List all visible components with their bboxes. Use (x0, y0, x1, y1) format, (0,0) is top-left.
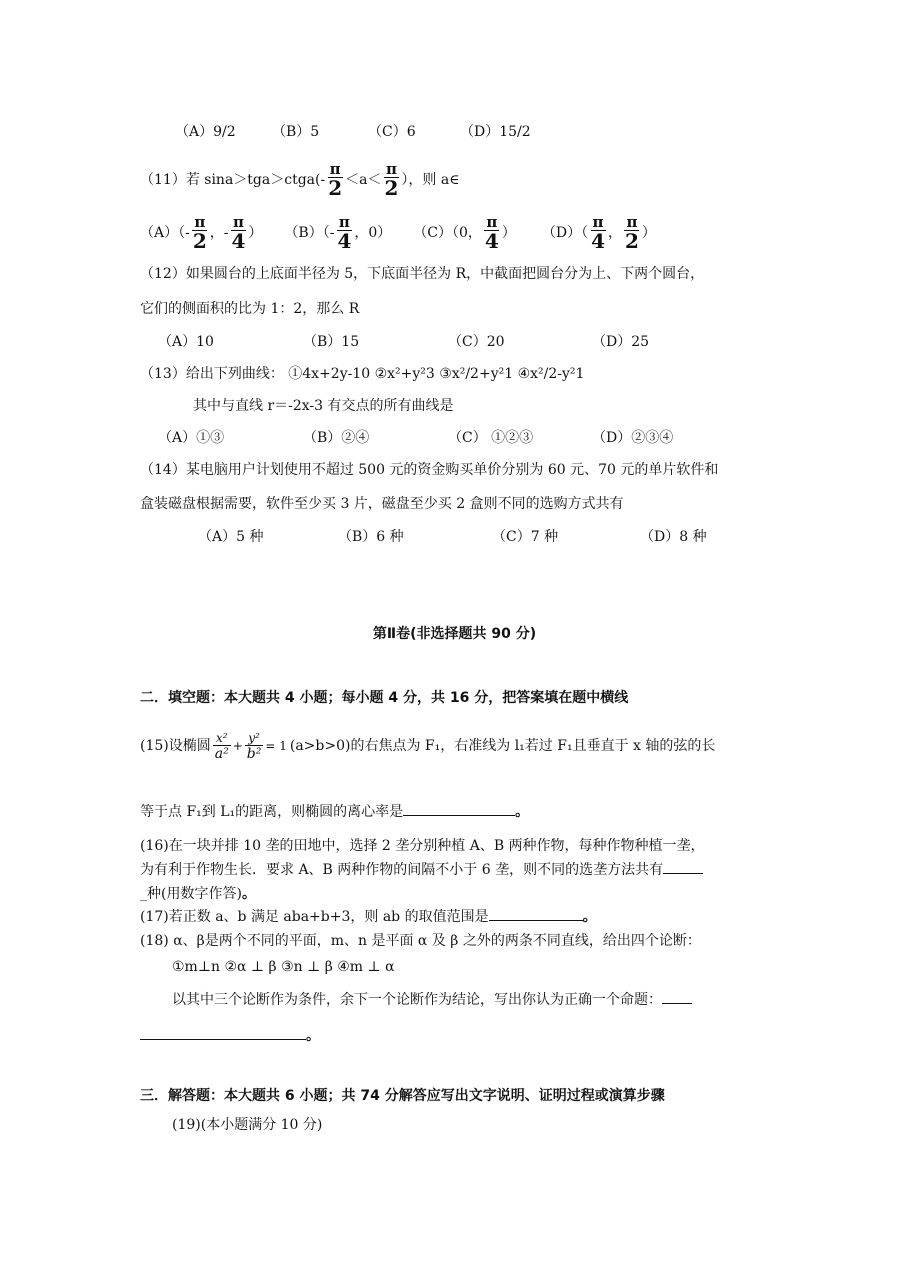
q16-line1: (16)在一块并排 10 垄的田地中，选择 2 垄分别种植 A、B 两种作物，每种作物种植一垄， (140, 838, 705, 854)
q18-period: 。 (306, 1028, 320, 1044)
q11-option-a-comma: ，- (209, 225, 229, 241)
q11-option-c-tail: ） (501, 225, 516, 241)
q13-line2: 其中与直线 r＝-2x-3 有交点的所有曲线是 (193, 398, 454, 414)
q17-period: 。 (582, 909, 597, 925)
q11-option-a-frac2: $\frac{\pi}{4}$ (231, 213, 246, 253)
q16-line2-text: 为有利于作物生长．要求 A、B 两种作物的间隔不小于 6 垄，则不同的选垄方法共有 (140, 862, 664, 878)
q16-answer-blank[interactable] (663, 873, 703, 874)
q12-line1: （12）如果圆台的上底面半径为 5，下底面半径为 R，中截面把圆台分为上、下两个圆台， (140, 266, 705, 282)
q11-option-b-frac: $\frac{\pi}{4}$ (337, 213, 352, 253)
q11-option-b-label: （B）（- (284, 225, 335, 241)
section2-header: 二．填空题：本大题共 4 小题；每小题 4 分，共 16 分，把答案填在题中横线 (140, 690, 629, 706)
q11-fraction-pi-over-2-b: $\frac{\pi}{2}$ (384, 160, 399, 200)
q11-option-d-comma: ， (608, 225, 622, 241)
q15-fraction-x2-a2: $\frac{\text{x²}}{\text{a²}}$ (214, 730, 229, 762)
q16-line2 (140, 860, 703, 880)
q18-line1: (18) α、β是两个不同的平面，m、n 是平面 α 及 β 之外的两条不同直线，给出四个论断： (140, 933, 701, 949)
q14-line2: 盒装磁盘根据需要，软件至少买 3 片，磁盘至少买 2 盒则不同的选购方式共有 (140, 496, 624, 512)
q18-line4 (140, 1026, 320, 1046)
q18-line3 (172, 990, 692, 1010)
q11-option-a-close: ） (248, 225, 263, 241)
q11-option-b-tail: ，0） (354, 225, 392, 241)
q12-option-c: （C）20 (448, 334, 505, 350)
q15-line2-text: 等于点 F₁到 L₁的距离，则椭圆的离心率是 (140, 804, 404, 820)
q15-answer-blank[interactable] (403, 815, 515, 816)
q11-option-a-frac1: $\frac{\pi}{2}$ (192, 213, 207, 253)
q11-option-c-label: （C）（0， (413, 225, 482, 241)
q11-option-c-frac: $\frac{\pi}{4}$ (484, 213, 499, 253)
q14-option-d: （D）8 种 (640, 529, 707, 545)
q16-line3-text: _种(用数字作答) (140, 886, 242, 902)
q11-stem-post: ），则 a∈ (401, 172, 460, 188)
q13-option-b: （B）②④ (303, 430, 370, 446)
q11-option-d-label: （D）（ (541, 225, 589, 241)
q15-post: (a>b>0)的右焦点为 F₁，右准线为 l₁若过 F₁且垂直于 x 轴的弦的长 (289, 738, 716, 754)
q15-line1 (140, 718, 715, 774)
section3-header: 三．解答题：本大题共 6 小题；共 74 分解答应写出文字说明、证明过程或演算步骤 (140, 1088, 665, 1104)
q15-pre: (15)设椭圆 (140, 738, 211, 754)
q14-option-a: （A）5 种 (198, 529, 264, 545)
q10-option-d: （D）15/2 (460, 124, 531, 140)
q12-line2: 它们的侧面积的比为 1：2，那么 R (140, 301, 360, 317)
q15-equals-one: = 1 (265, 739, 287, 753)
q11-stem (140, 155, 460, 205)
q11-stem-pre: （11）若 sina＞tga＞ctga(- (140, 172, 326, 188)
q18-line3-text: 以其中三个论断作为条件，余下一个论断作为结论，写出你认为正确一个命题： (172, 992, 662, 1008)
q11-fraction-pi-over-2: $\frac{\pi}{2}$ (328, 160, 343, 200)
q10-option-c: （C）6 (368, 124, 416, 140)
q18-line2: ①m⊥n ②α ⊥ β ③n ⊥ β ④m ⊥ α (172, 959, 395, 975)
q18-answer-blank-1[interactable] (662, 1003, 692, 1004)
q12-option-a: （A）10 (158, 334, 214, 350)
q10-option-b: （B）5 (272, 124, 320, 140)
q13-option-c: （C） ①②③ (448, 430, 534, 446)
q12-option-d: （D）25 (592, 334, 650, 350)
q11-option-d-frac1: $\frac{\pi}{4}$ (591, 213, 605, 253)
q12-option-b: （B）15 (303, 334, 360, 350)
q17-answer-blank[interactable] (489, 920, 583, 921)
q11-option-d-tail: ） (641, 225, 656, 241)
q17-text: (17)若正数 a、b 满足 aba+b+3，则 ab 的取值范围是 (140, 909, 489, 925)
q10-option-a: （A）9/2 (175, 124, 236, 140)
q14-option-c: （C）7 种 (492, 529, 559, 545)
q15-period: 。 (515, 804, 530, 820)
q13-option-a: （A）①③ (158, 430, 225, 446)
q18-answer-blank-2[interactable] (140, 1039, 306, 1040)
q15-fraction-y2-b2: $\frac{\text{y²}}{\text{b²}}$ (246, 730, 262, 762)
part2-title: 第Ⅱ卷(非选择题共 90 分) (372, 626, 537, 642)
q11-options (140, 208, 656, 258)
q16-line3 (140, 884, 256, 904)
q15-plus: + (232, 739, 243, 753)
q11-stem-mid: ＜a＜ (345, 172, 382, 188)
q11-option-a-label: （A）（- (140, 225, 190, 241)
q13-line1: （13）给出下列曲线： ①4x+2y-10 ②x²+y²3 ③x²/2+y²1 ④x²/2-y²1 (140, 366, 585, 382)
q17-line (140, 907, 597, 927)
q14-line1: （14）某电脑用户计划使用不超过 500 元的资金购买单价分别为 60 元、70 元的单片软件和 (140, 462, 719, 478)
q13-option-d: （D）②③④ (592, 430, 674, 446)
q16-period: 。 (241, 886, 256, 902)
q19-title: (19)(本小题满分 10 分) (172, 1117, 323, 1133)
q14-option-b: （B）6 种 (338, 529, 404, 545)
q11-option-d-frac2: $\frac{\pi}{2}$ (625, 213, 639, 253)
q15-line2 (140, 802, 529, 822)
